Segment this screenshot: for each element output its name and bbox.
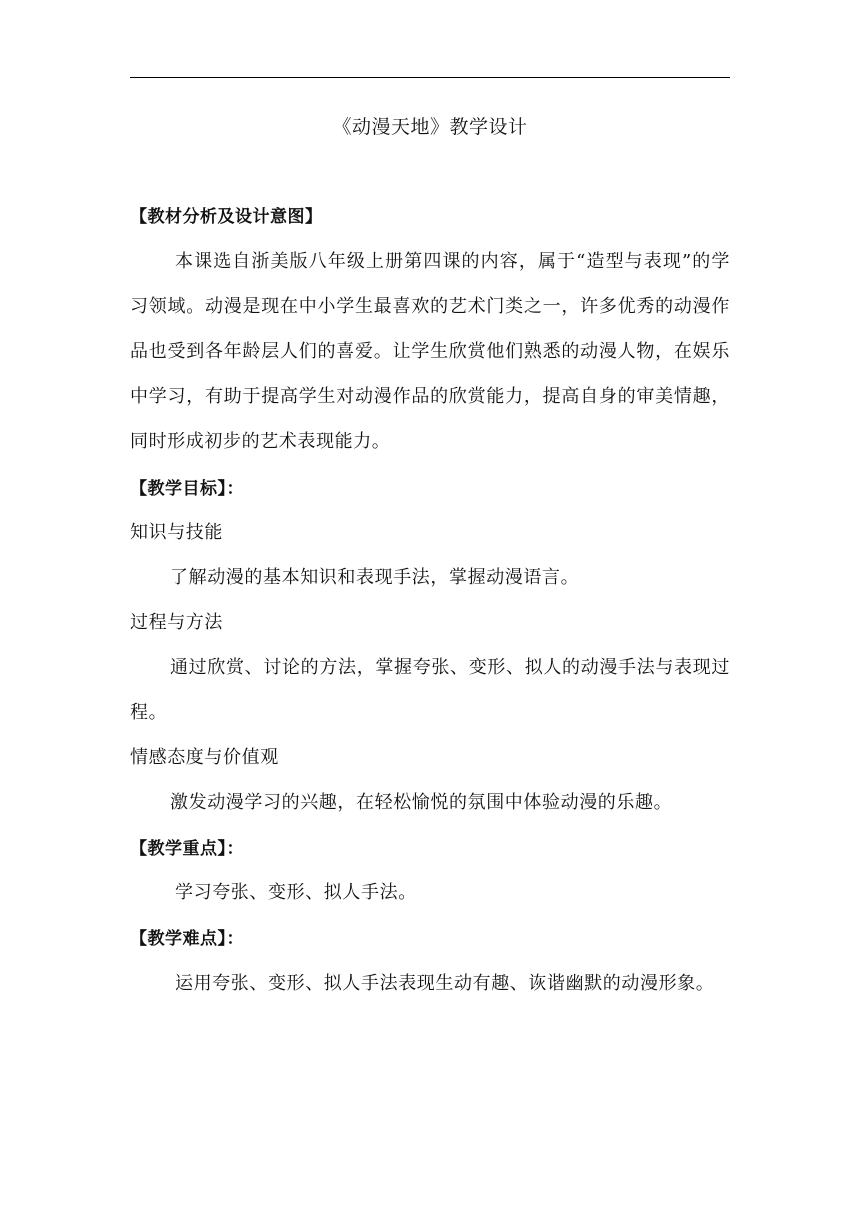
section-heading-analysis: 【教材分析及设计意图】 xyxy=(130,207,323,227)
goal-text-process: 通过欣赏、讨论的方法，掌握夸张、变形、拟人的动漫手法与表现过程。 xyxy=(130,657,730,723)
goal-label-process: 过程与方法 xyxy=(130,612,223,633)
goal-label-emotion: 情感态度与价值观 xyxy=(130,747,279,768)
key-points-text: 学习夸张、变形、拟人手法。 xyxy=(175,882,417,903)
difficulties-text: 运用夸张、变形、拟人手法表现生动有趣、诙谐幽默的动漫形象。 xyxy=(175,973,715,994)
goal-text-knowledge: 了解动漫的基本知识和表现手法，掌握动漫语言。 xyxy=(170,567,580,588)
goal-text-emotion: 激发动漫学习的兴趣，在轻松愉悦的氛围中体验动漫的乐趣。 xyxy=(170,792,673,813)
analysis-paragraph: 本课选自浙美版八年级上册第四课的内容，属于“造型与表现”的学习领域。动漫是现在中小学生最喜欢的艺术门类之一，许多优秀的动漫作品也受到各年龄层人们的喜爱。让学生欣赏他们熟悉的动漫人物，在娱乐中学习，有助于提高学生对动漫作品的欣赏能力，提高自身的审美情趣，同时形成初步的艺术表现能力。 xyxy=(130,251,730,452)
section-heading-key-points: 【教学重点】： xyxy=(130,839,244,859)
header-rule xyxy=(130,77,730,78)
section-heading-goals: 【教学目标】： xyxy=(130,479,244,499)
document-title: 《动漫天地》教学设计 xyxy=(332,116,528,138)
section-heading-difficulties: 【教学难点】： xyxy=(130,929,244,949)
goal-label-knowledge: 知识与技能 xyxy=(130,522,223,543)
